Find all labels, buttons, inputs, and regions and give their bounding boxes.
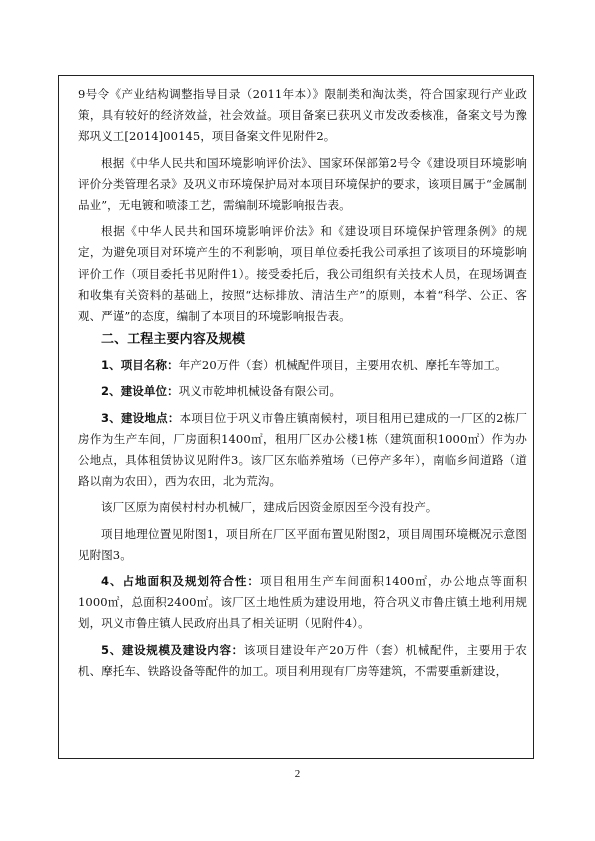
document-body: [78, 84, 527, 682]
item-text: 项目租用生产车间面积1400㎡，办公地点等面积1000㎡，总面积2400㎡。该厂区土地性质为建设用地，符合巩义市鲁庄镇土地利用规划，巩义市鲁庄镇人民政府出具了相关证明（见附件4）。: [78, 574, 527, 631]
paragraph-eia-law: 根据《中华人民共和国环境影响评价法》、国家环保部第2号令《建设项目环境影响评价分类管理名录》及巩义市环境保护局对本项目环境保护的要求，该项目属于“金属制品业”，无电镀和喷漆工艺，需编制环境影响报告表。: [78, 155, 527, 213]
paragraph-site-history: 该厂区原为南侯村村办机械厂，建成后因资金原因至今没有投产。: [101, 500, 438, 515]
item-label: 5、建设规模及建设内容：: [101, 642, 244, 657]
item-text: 巩义市乾坤机械设备有限公司。: [178, 384, 342, 399]
item-text: 年产20万件（套）机械配件项目，主要用农机、摩托车等加工。: [178, 358, 507, 373]
paragraph-figures: 项目地理位置见附图1，项目所在厂区平面布置见附图2，项目周围环境概况示意图见附图3。: [78, 526, 527, 562]
item-text: 该项目建设年产20万件（套）机械配件，主要用于农机、摩托车、铁路设备等配件的加工。项目利用现有厂房等建筑，不需要重新建设，: [78, 642, 528, 678]
paragraph-commission: 根据《中华人民共和国环境影响评价法》和《建设项目环境保护管理条例》的规定，为避免项目对环境产生的不利影响，项目单位委托我公司承担了该项目的环境影响评价工作（项目委托书见附件1）。接受委托后，我公司组织有关技术人员，在现场调查和收集有关资料的基础上，按照“达标排放、清洁生产”的原则，本着“科学、公正、客观、严谨”的态度，编制了本项目的环境影响报告表。: [78, 224, 527, 324]
section-heading: 二、工程主要内容及规模: [101, 332, 246, 348]
item-scale: [78, 640, 527, 682]
item-label: 4、占地面积及规划符合性：: [101, 574, 260, 589]
item-project-name: [78, 355, 527, 376]
page-number: 2: [294, 768, 301, 780]
item-construction-unit: [78, 381, 527, 402]
item-location: [78, 408, 527, 493]
item-label: 3、建设地点：: [101, 410, 180, 425]
paragraph-industry-policy: 9号令《产业结构调整指导目录（2011年本）》限制类和淘汰类，符合国家现行产业政策，具有较好的经济效益，社会效益。项目备案已获巩义市发改委核准，备案文号为豫郑巩义工[2014]00145，项目备案文件见附件2。: [78, 87, 527, 144]
item-land-area: [78, 571, 527, 635]
item-label: 2、建设单位：: [101, 384, 179, 399]
item-label: 1、项目名称：: [101, 358, 179, 373]
item-text: 本项目位于巩义市鲁庄镇南候村，项目租用已建成的一厂区的2栋厂房作为生产车间，厂房面积1400㎡，租用厂区办公楼1栋（建筑面积1000㎡）作为办公地点，具体租赁协议见附件3。该厂区东临养殖场（已停产多年），南临乡间道路（道路以南为农田），西为农田，北为荒沟。: [78, 410, 527, 489]
